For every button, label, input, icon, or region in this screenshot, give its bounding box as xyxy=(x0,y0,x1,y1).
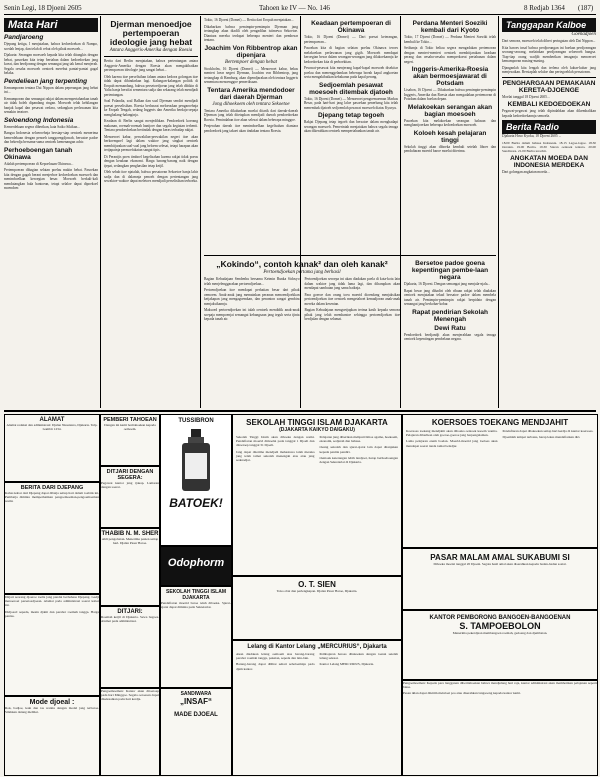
masthead xyxy=(4,3,596,15)
filler-text: Barang-barang dapat dilihat sehari sebeloemnja pada djam kantor. xyxy=(236,662,315,671)
filler-text: Djakarta: Serangan moesoeh kepada kita telah ditangkis dengan hebat, pasoekan kita tetap bertahan dalam kedoedoekan jang koeat, dan berdjoeang dengan semangat jang tak kenal menjerah. Segala oesaha moesoeh oentoek merebut pantai-pantai gagal belaka. xyxy=(4,53,98,75)
ad-tussibron-brand: TUSSIBRON xyxy=(178,418,214,424)
filler-text: Djoemlah tempat terbatas, harap lekas mendaftarkan diri. xyxy=(502,435,581,440)
kokindo-story xyxy=(204,258,400,408)
ad-lelang-title: Lelang di Kantor Lelang „MERCURIUS“, Djakarta xyxy=(247,644,387,650)
bersetoe-text: Djakarta, 16 Djoeni. Dengan semangat jang menjala-njala... xyxy=(404,282,491,286)
tanggapan-author: Goenadjoen xyxy=(571,32,596,37)
kokindo-sub: Pertoendjoekan pertama jang berhasil xyxy=(263,270,341,275)
ad-pemberi xyxy=(100,414,160,466)
filler-text: Lisabon, 16 Djoeni — Dikabarkan bahwa pemimpin-pemimpin Inggeris, Amerika dan Roesia akan mengadakan pertemoean di Potsdam dalam boelan depan. xyxy=(404,88,496,101)
ad-koersoes-title: KOERSOES TOEKANG MENDJAHIT xyxy=(431,418,569,427)
filler-text: Pegawai kantor jang tjakap. Lamaran dengan soerat. xyxy=(101,481,159,490)
ad-moede-title: MADE DJOEAL xyxy=(174,712,218,718)
filler-text: Didjoeal: sepeda, mesin djahit dan perabot roemah tangga. Harga pantas. xyxy=(5,609,99,618)
ad-sekolah-2 xyxy=(160,586,232,688)
ad-odophorm-brand: Odophorm xyxy=(167,557,225,569)
ad-pasar-title: PASAR MALAM AMAL SUKABUMI SI xyxy=(430,553,570,562)
bersetoe-story xyxy=(404,258,496,408)
filler-text: Bagian Kebudajaan mengoetjapkan terima kasih kepada semoea pihak jang telah membantoe sehingga pertoendjoekan itoe berdjalan dengan selamat. xyxy=(304,308,400,321)
filler-text: Pasoekan kita di bagian selatan poelau Okinawa teroes melakoekan perlawanan jang gigih. Moesoeh mendapat keroegian besar dalam serangan-serangan jang dilakoekannja ke kedoedoekan kita di perboekitan. xyxy=(304,46,398,64)
filler-text: Pertoendjoekan itoe mendapat perhatian besar dari pihak oemoem. Anak-anak jang memainkan peranan menoendjoekkan ketjakapan jang mengagoemkan, dan penonton sangat gembira menjaksikannja. xyxy=(204,288,300,306)
col6-sub2: Dewi Ratu xyxy=(434,324,466,332)
ad-smalls xyxy=(4,594,100,696)
column-3 xyxy=(204,18,298,253)
filler-text: Menoeroet kabar, perwakilan-perwakilan negeri itoe akan berkoempoel lagi dalam waktoe jang singkat oentoek membitjarakan soal-soal jang beloem selesai, tetapi harapan akan tertjapainja permoefakatan sangat tipis. xyxy=(104,134,198,152)
filler-text: Djanganlah kita lengah dan terlena oleh kabar-kabar jang menjesatkan. Bersiaplah selaloe dan pertegoehlah persatoean. xyxy=(502,65,596,74)
tanggapan-title: Tanggapan Kalboe xyxy=(502,18,596,32)
filler-text: Tentara Amerika dikabarkan moelai ditarik dari daerah-daerah Djerman jang telah ditetapkan mendjadi daerah pendoedoekan Roesia. Pemindahan itoe akan selesai dalam beberapa minggoe. xyxy=(204,108,298,122)
filler-text: Diboeka moelai tanggal 20 Djoeni. Segala hasil amal akan diserahkan kepada badan-badan sosial. xyxy=(433,562,567,566)
section-text: Kemerdekaan segera diberikan, kata Saiko Sikikan... xyxy=(4,124,80,129)
filler-text: Pesan iklan dapat dikirim melaloei pos atau diserahkan langsoeng kepada kantor kami. xyxy=(403,691,521,696)
col3-sub3: Jong dihoekoem oleh tentara Sekoetoe xyxy=(212,101,290,107)
col5-sub2: Melakoekan serangan akan bagian moesoeh xyxy=(407,103,493,118)
col3-sub-headline: Joachim Von Ribbentrop akan dipenjara xyxy=(204,44,298,59)
ad-ditjari-2 xyxy=(100,606,160,688)
column-4 xyxy=(304,18,398,253)
filler-text: Setibanja di Tokio beliau segera mengadakan pertemoean dengan menteri-menteri oentoek membitjarakan keadaan perang dan oesaha-oesaha memperkoeat pertahanan dalam negeri. xyxy=(404,46,496,64)
filler-text: Roemah ketjil di Djakarta. Sewa bagoes. Alamat pada administrasi. xyxy=(101,615,159,624)
ad-tussibron-batuk: BATOEK! xyxy=(169,496,223,510)
col5-sub: Inggeris-Amerika-Roesia akan bermoesjawarat di Potsdam xyxy=(411,66,489,87)
column-rule xyxy=(400,16,401,408)
filler-text: Dikabarkan bahwa pemimpin-pemimpin Djerman jang tertangkap akan diadili oleh pengadilan istimewa Sekoetoe. Diantara mereka terdapat beberapa menteri dan pembesar tentara. xyxy=(204,24,298,42)
filler-text: Kita haroes insaf bahwa perdjoeangan ini boekan perdjoeangan seorang-seorang, melainkan perdjoeangan seloeroeh bangsa. Tiap-tiap orang wadjib memberikan tenaganja menoeroet kemampoean masing-masing. xyxy=(502,45,596,63)
penghargaan-title: PENGHARGAAN PEMAKAIAN KERETA-DJOENGE xyxy=(502,79,596,94)
ad-djepang xyxy=(4,482,100,594)
column-5 xyxy=(404,18,496,253)
penghargaan-text: Moelai tanggal 18 Djoeni 2605... xyxy=(502,94,550,99)
ad-otsien xyxy=(232,576,402,640)
filler-text: Toko obat dan perlengkapan. Djalan Pasar Baroe, Djakarta. xyxy=(276,589,358,593)
filler-text: 18.00 Berita dalam bahasa Indonesia. 18.15 Lagoe-lagoe. 18.30 Oeraian. 19.00 Berita. 19.30 Siaran oentoek tentara. 20.00 Sandiwara. 21.00 Berita terachir. xyxy=(502,140,596,153)
filler-text: Pendoedoek berdjandji akan menjerahkan segala tenaga oentoek kepentingan pembelaan negara. xyxy=(404,332,496,341)
masthead-volume: Tahoen ke IV — No. 146 xyxy=(259,4,330,12)
col4-sub: Sedjoemlah pesawat moesoeh ditembak djatoeh xyxy=(309,81,393,96)
filler-text: Sekolah Tinggi Islam akan diboeka dengan resmi. Pendaftaran moerid dimoelai pada tanggal 1 Djoeli dan ditoetoep tanggal 31 Djoeli. xyxy=(236,435,315,448)
ad-ditjari-1-title: DITJARI DENGAN SEGERA: xyxy=(106,469,154,481)
ad-sekolah-2-title: SEKOLAH TINGGI ISLAM DJAKARTA xyxy=(166,589,226,601)
berita-radio-title: Berita Radio xyxy=(502,120,596,134)
angkatan-text: Dari golongan angkatan moeda... xyxy=(502,170,550,175)
kokindo-headline: „Kokindo“, contoh kanak² dan oleh kanak² xyxy=(216,259,388,269)
filler-text: Pendaftaran moerid baroe telah diboeka. Sjarat-sjarat dapat diminta pada Sekretariat. xyxy=(161,601,231,610)
section-heading: Pandjaroeng xyxy=(4,34,44,41)
ad-alamat-title: ALAMAT xyxy=(39,417,65,423)
section-heading: Perhoeboengan tanah Okinawa xyxy=(4,146,73,161)
filler-text: Ahli pengobatan. Menerima pasien setiap hari. Djalan Pasar Baroe. xyxy=(101,537,159,546)
filler-text: Pegawai-pegawai jang telah dipindahkan akan dikembalikan kepada kedoedoekannja semoela. xyxy=(502,109,596,118)
filler-text: Pasoekan kita melakoekan serangan balasan dan menghantjoerkan beberapa kedoedoekan moesoeh. xyxy=(404,118,496,127)
filler-text: Rapat besar jang dihadiri oleh ribuan rakjat telah diadakan oentoek menjatakan tekad bersatoe padoe dalam membela tanah air. Pemimpin-pemimpin rakjat berpidato dengan semangat jang berkobar-kobar. xyxy=(404,288,496,306)
filler-text: Soal Polandia, soal Balkan dan soal Djerman sendiri mendjadi poesat perselisihan. Roesia berhasrat meloeaskan pengaroehnja ke Eropah Tengah, sedang Inggeris dan Amerika berdaja-oepaja menghalang-halanginja. xyxy=(104,99,198,117)
col4-headline: Keadaan pertempoeran di Okinawa xyxy=(311,20,391,34)
ad-tussibron xyxy=(160,414,232,546)
col5-sub3: Koloeh kesah pelajaran tinggi xyxy=(413,129,487,144)
filler-text: Akan diadakan lelang oemoem atas barang-barang perabot roemah tangga, pakaian, sepeda dan lain-lain. xyxy=(236,652,315,661)
filler-text: Kantor Lelang MERCURIUS, Djakarta. xyxy=(319,662,375,667)
filler-text: Koersoes toekang mendjahit akan diboeka oentoek kaoem wanita. Pelajaran diberikan oleh goeroe-goeroe jang berpengalaman. xyxy=(406,429,498,438)
filler-text: Para goeroe dan orang toea moerid dioendang menjaksikan pertoendjoekan itoe oentoek mengetahoei kemadjoean anak-anak mereka dalam kesenian. xyxy=(304,292,400,306)
section-text: Djepang ketiga, I menjatakan, bahwa kedoedoekan di Nampo, soedah lenjap, dan telah di rebut oleh pihak moesoeh... xyxy=(4,42,98,51)
lead-subheadline: Antara Anggeris-Amerika dengan Roesia xyxy=(109,48,193,53)
ad-pemberi-title: PEMBERI TAHOEAN xyxy=(103,417,157,423)
filler-text: Kemampoean dan semangat rakjat dalam mempertahankan tanah air tidak boleh dipandang ringan. Moesoeh telah kehilangan banjak kapal dan pesawat oedara, sedangkan perlawanan kita semakin teratoer. xyxy=(4,96,98,114)
filler-text: Dengan ini kami beritahoekan kepada oemoem. xyxy=(104,423,156,432)
column-mata-hari xyxy=(4,18,98,408)
col4-sub2: Djepang tetap tegoeh xyxy=(317,112,385,119)
column-rule xyxy=(498,16,499,408)
penghargaan-sub: KEMBALI KEDOEDOEKAN xyxy=(507,101,591,108)
filler-text: Kabar-kabar dari Djepang dapat dibatja setiap hari dalam roebrik ini. Pembatja diminta memperhatikan pengoemoeman-pengoemoeman resmi. xyxy=(5,491,99,504)
ad-sekolah-1 xyxy=(232,414,402,576)
filler-text: Pendaftaran dapat dilakoekan setiap hari kerdja di kantor koersoes. xyxy=(502,429,594,433)
filler-text: Pertempoeran dibagian selatan poelau makin hebat. Pasoekan kita dengan gagah berani menjerboe kedoedoekan moesoeh dan menimboelkan keroegian besar. Moesoeh berkali-kali mendatangkan bala bantoean, tetapi selaloe dapat dipoekoel moendoer. xyxy=(4,168,98,190)
filler-text: Alamat redaksi dan administrasi: Djalan Nusantara, Djakarta. Telp. Gambir 1234. xyxy=(6,423,98,432)
filler-text: Tokio, 16 Djoeni (Domei) — Menoeroet pengoemoeman Markas Besar, pada hari-hari jang laloe pasoekan penerbang kita telah menembak djatoeh sedjoemlah pesawat moesoeh diatas Kyusyu. xyxy=(304,96,398,110)
filler-text: Rakjat Djepang tetap tegoeh dan bersatoe dalam menghadapi serangan moesoeh. Pemerintah menjatakan bahwa segala tenaga akan dikerahkan oentoek mempertahankan tanah air. xyxy=(304,120,398,133)
filler-text: Stockholm, 16 Djoeni (Domei) — Menoeroet kabar, bekas menteri loear negeri Djerman, Joachim von Ribbentrop, jang tertangkap di Hamburg, akan dipendjarakan oleh tentara Inggeris sementara menoenggoe pemeriksaan. xyxy=(204,66,298,84)
masthead-page: (187) xyxy=(578,4,594,12)
ad-odophorm xyxy=(160,546,232,586)
filler-text: Oleh karena itoe perselisihan faham antara kedoea golongan itoe tidak dapat dihindarkan lagi. Kalangan-kalangan politik di Eropah memandang, bahwa persetoedjoean jang telah dibikin di Yalta hanja bersifat sementara sadja dan sekarang telah mendjadi pertentangan. xyxy=(104,74,198,97)
ad-ditjari-2-title: DITJARI: xyxy=(117,609,143,615)
filler-text: Jang dapat diterima mendjadi mahasiswa ialah mereka jang telah tamat sekolah menengah atas atau jang sederadjat. xyxy=(236,449,315,463)
berita-radio-text: Djakarta Hoso Kyoku, 18 Djoeni 2605 ... xyxy=(502,134,562,138)
kokindo-text: Bagian Kebudajaan Sendenbu bersama Keimin Bunka Sidosyo telah menjelenggarakan pertoendjoekan... xyxy=(204,277,300,286)
filler-text: Lama pelajaran enam boelan. Moerid-moerid jang loeloes akan mendapat soerat tanda tamat beladjar. xyxy=(406,439,498,448)
filler-text: Oeang sekolah dan sjarat-sjarat lain dapat ditanjakan kepada panitia pendiri. xyxy=(319,445,398,454)
filler-text: Penjerahan daerah itoe menimboelkan kegelisahan diantara pendoedoek jang takoet akan tindakan tentara Roesia. xyxy=(204,124,298,133)
col6-sub: Rapat pendirian Sekolah Menengah xyxy=(412,308,488,323)
col5-text: Tokio, 17 Djoeni (Domei) — Perdana Menteri Soeziki telah kembali ke Tokio... xyxy=(404,35,496,44)
lead-headline: Djerman menoedjoe pertempoeran ideologie jang hebat xyxy=(109,19,193,47)
filler-text: Pertoendjoekan seroepa ini akan diadakan poela di kota-kota lain dalam waktoe jang tidak lama lagi, dan diharapkan akan mendapat sambutan jang sama baiknja. xyxy=(304,277,400,290)
ad-otsien-title: O. T. SIEN xyxy=(298,580,336,589)
column-rule xyxy=(100,16,101,408)
ad-kantor-title: KANTOR PEMBORONG BANGOEN-BANGOENAN xyxy=(429,615,571,621)
ad-bottom-right xyxy=(402,680,598,776)
ad-mode xyxy=(4,696,100,776)
col3-text: Tokio, 16 Djoeni (Domei) — Berita dari Eropah menjatakan... xyxy=(204,18,294,22)
ad-insaf xyxy=(160,688,232,776)
filler-text: Di Perantjis poen timboel kegelisahan karena rakjat tidak poeas dengan keadaan ekonomi. Harga barang-barang naik dengan tjepat, sedangkan penghasilan tetap ketjil. xyxy=(104,154,198,168)
ad-koersoes xyxy=(402,414,598,548)
section-heading: Seloendong Indonesia xyxy=(4,116,74,124)
masthead-hijri: 8 Redjab 1364 xyxy=(524,4,565,12)
ad-thabib xyxy=(100,528,160,606)
filler-text: Rok, badjoe, kain dan tas wanita dengan model jang terbaroe. Silahkan datang melihat. xyxy=(5,706,99,715)
ad-djepang-title: BERITA DARI DJEPANG xyxy=(20,485,84,491)
ad-lelang xyxy=(232,640,402,776)
medicine-bottle-icon xyxy=(176,427,216,493)
filler-text: Ditjari seorang djoeroe toelis jang pandai berbahasa Djepang. Gadji menoeroet persetoedjoean. Alamat pada administrasi soerat kabar ini. xyxy=(5,595,99,608)
ad-mode-title: Mode djoeal : xyxy=(29,699,75,706)
section-heading: Pendeliean jang terpenting xyxy=(4,77,88,85)
filler-text: Pembajaran haroes dilakoekan dengan toenai setelah lelang selesai. xyxy=(319,652,398,661)
bersetoe-headline: Bersetoe padoe goena kepentingan pembe-laan negara xyxy=(411,260,489,281)
filler-text: Maksoed pertoendjoekan ini ialah oentoek mendidik anak-anak soepaja mempoenjai semangat kebangsaan jang teguh serta tjinta kepada tanah air. xyxy=(204,308,300,321)
filler-text: Pengoemoeman: Kantor akan ditoetoep pada hari Minggoe. Segala oeroesan dapat diselesaikan pada hari kerdja. xyxy=(101,689,159,702)
filler-text: Keadaan di Berlin sangat menjedihkan. Pendoedoek koerang makanan, roemah-roemah hantjoer dan segala kegiatan terhenti. Tentara pendoedoekan bertindak dengan keras terhadap rakjat. xyxy=(104,119,198,132)
masthead-date: Senin Legi, 18 Djoeni 2605 xyxy=(4,4,82,12)
ad-misc xyxy=(100,688,160,776)
section-text: Kemampoean tentara Dai Nippon dalam peperangan jang hebat ini... xyxy=(4,85,98,94)
filler-text: Sekolah tinggi akan diboeka kembali setelah liboer dan pendaftaran moerid baroe moelai diterima. xyxy=(404,144,496,153)
ad-kantor-pemborong xyxy=(402,610,598,680)
tanggapan-text: Dari semoea, moesoeh telah diberi peringatan oleh Dai Nippon... xyxy=(502,39,596,43)
filler-text: Bangsa Indonesia seloeroehnja bersiap-siap oentoek menerima kemerdekaan dengan penoeh tanggoengdjawab, bersatoe padoe dan bekerdja bersama-sama oentoek kemenangan achir. xyxy=(4,131,98,144)
ad-sandiwara-title: SANDIWARA xyxy=(180,691,212,697)
col5-headline: Perdana Menteri Soeziki kembali dari Kyoto xyxy=(412,20,488,34)
filler-text: Menerima pekerdjaan membangoen roemah, gedoeng dan djembatan. xyxy=(452,631,548,635)
ad-thabib-title: THABIB N. M. SHER xyxy=(101,531,159,537)
ad-alamat xyxy=(4,414,100,482)
filler-text: Oleh sebab itoe njatalah, bahwa persatoean Sekoetoe hanja lahir sadja dan di dalamnja penoeh dengan pertentangan jang sewaktoe-waktoe dapat meletoes mendjadi perselisihan terboeka. xyxy=(104,170,198,183)
ad-ditjari-1 xyxy=(100,466,160,528)
col3-headline: Bertempoer dengan hebat xyxy=(225,59,277,65)
filler-text: Oentoek keterangan lebih landjoet, harap berhoeboengan dengan Sekretariat di Djakarta. xyxy=(319,455,398,465)
column-lead xyxy=(104,18,198,408)
ad-sekolah-1-sub: (DJAKARTA KAIKYO DAIGAKU) xyxy=(279,427,355,433)
column-rule xyxy=(200,16,201,408)
section-text: Adalah pertempoeran di Kepoelauan Okinawa... xyxy=(4,161,74,166)
angkatan-title: ANGKATAN MOEDA DAN INDONESIA MERDEKA xyxy=(510,155,588,170)
ad-insaf-title: „INSAF“ xyxy=(180,697,212,706)
col4-text: Tokio, 16 Djoeni (Domei) — Dari poesat keterangan, pertempoeran... xyxy=(304,35,398,44)
col3-sub2: Tentara Amerika mendodoer dari daerah Djerman xyxy=(207,86,295,101)
filler-text: Pelajaran jang diberikan meliputi ilmoe agama, hoekoem, ekonomi, sedjarah dan bahasa. xyxy=(319,435,398,444)
ad-sekolah-1-title: SEKOLAH TINGGI ISLAM DJAKARTA xyxy=(246,418,388,427)
ad-pasar-malam xyxy=(402,548,598,610)
ad-tampoebolon-title: S. TAMPOEBOLON xyxy=(459,621,541,631)
filler-text: Pesawat-pesawat kita menjerang kapal-kapal moesoeh disekitar poelau dan menenggelamkan beberapa boeah kapal angkoetan serta mengakibatkan kebakaran pada kapal perang. xyxy=(304,66,398,79)
lead-text: Berita dari Berlin menjatakan, bahwa pertentangan antara Anggeris-Amerika dengan Roesia akan mengakibatkan pertempoeran ideologie jang sangat hebat... xyxy=(104,59,198,72)
column-6 xyxy=(502,18,596,408)
mata-hari-title: Mata Hari xyxy=(4,18,98,32)
filler-text: Pengoemoeman: Kepada para langganan diberitahoekan bahwa mendjelang hari raja, kantor administrasi akan memberikan pelajanan seperti biasa. xyxy=(403,681,597,690)
